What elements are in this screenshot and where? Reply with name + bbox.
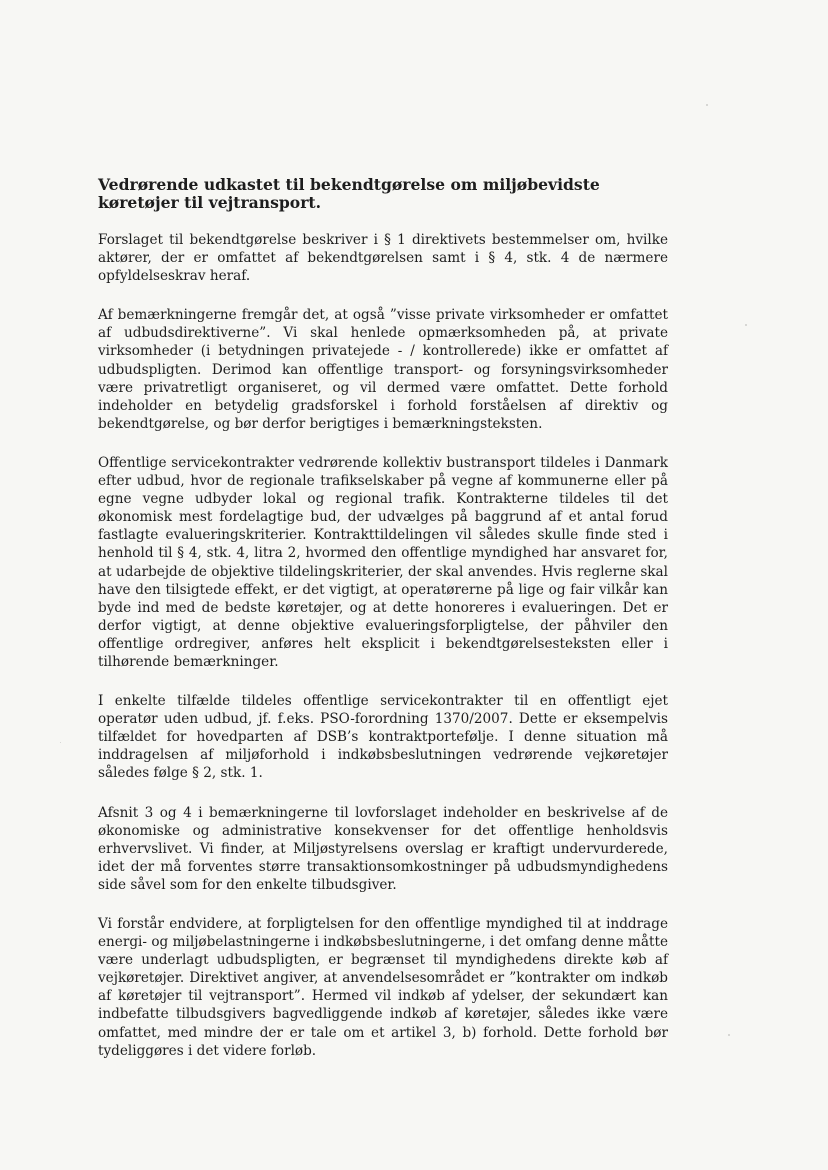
- paragraph-private-companies: Af bemærkningerne fremgår det, at også ”visse private virksomheder er omfattet af udbudsdirektiverne”. Vi skal henlede opmærksomheden på, at private virksomheder (i betydningen privatejede - / kontrollerede) ikke er omfattet af udbudspligten. Derimod kan offentlige transport- og forsyningsvirksomheder være privatretligt organiseret, og vil dermed være omfattet. Dette forhold indeholder en betydelig gradsforskel i forhold forståelsen af direktiv og bekendtgørelse, og bør derfor berigtiges i bemærkningsteksten.: [98, 307, 668, 432]
- letter-body: [98, 176, 668, 1081]
- paragraph-direct-award: I enkelte tilfælde tildeles offentlige servicekontrakter til en offentligt ejet operatør uden udbud, jf. f.eks. PSO-forordning 1370/2007. Dette er eksempelvis tilfældet for hovedparten af DSB’s kontraktportefølje. I denne situation må inddragelsen af miljøforhold i indkøbsbeslutningen vedrørende vejkøretøjer således følge § 2, stk. 1.: [98, 693, 668, 782]
- scan-speck: [745, 324, 747, 326]
- scan-speck: [706, 104, 708, 106]
- paragraph-scope-limitation: Vi forstår endvidere, at forpligtelsen for den offentlige myndighed til at inddrage energi- og miljøbelastningerne i indkøbsbeslutningerne, i det omfang denne måtte være underlagt udbudspligten, er begrænset til myndighedens direkte køb af vejkøretøjer. Direktivet angiver, at anvendelsesområdet er ”kontrakter om indkøb af køretøjer til vejtransport”. Hermed vil indkøb af ydelser, der sekundært kan indbefatte tilbudsgivers bagvedliggende indkøb af køretøjer, således ikke være omfattet, med mindre der er tale om et artikel 3, b) forhold. Dette forhold bør tydeliggøres i det videre forløb.: [98, 916, 668, 1059]
- paragraph-scope: Forslaget til bekendtgørelse beskriver i § 1 direktivets bestemmelser om, hvilke aktører, der er omfattet af bekendtgørelsen samt i § 4, stk. 4 de nærmere opfyldelseskrav heraf.: [98, 232, 668, 285]
- document-title: Vedrørende udkastet til bekendtgørelse om miljøbevidste køretøjer til vejtransport.: [98, 175, 600, 212]
- scan-speck: [728, 1034, 730, 1036]
- paragraph-service-contracts: Offentlige servicekontrakter vedrørende kollektiv bustransport tildeles i Danmark efter udbud, hvor de regionale trafikselskaber på vegne af kommunerne eller på egne vegne udbyder lokal og regional trafik. Kontrakterne tildeles til det økonomisk mest fordelagtige bud, der udvælges på baggrund af et antal forud fastlagte evalueringskriterier. Kontrakttildelingen vil således skulle finde sted i henhold til § 4, stk. 4, litra 2, hvormed den offentlige myndighed har ansvaret for, at udarbejde de objektive tildelingskriterier, der skal anvendes. Hvis reglerne skal have den tilsigtede effekt, er det vigtigt, at operatørerne på lige og fair vilkår kan byde ind med de bedste køretøjer, og at dette honoreres i evalueringen. Det er derfor vigtigt, at denne objektive evalueringsforpligtelse, der påhviler den offentlige ordregiver, anføres helt eksplicit i bekendtgørelsesteksten eller i tilhørende bemærkninger.: [98, 454, 668, 670]
- scan-speck: [60, 742, 61, 743]
- paragraph-consequences: Afsnit 3 og 4 i bemærkningerne til lovforslaget indeholder en beskrivelse af de økonomiske og administrative konsekvenser for det offentlige henholdsvis erhvervslivet. Vi finder, at Miljøstyrelsens overslag er kraftigt undervurderede, idet der må forventes større transaktionsomkostninger på udbudsmyndighedens side såvel som for den enkelte tilbudsgiver.: [98, 804, 668, 893]
